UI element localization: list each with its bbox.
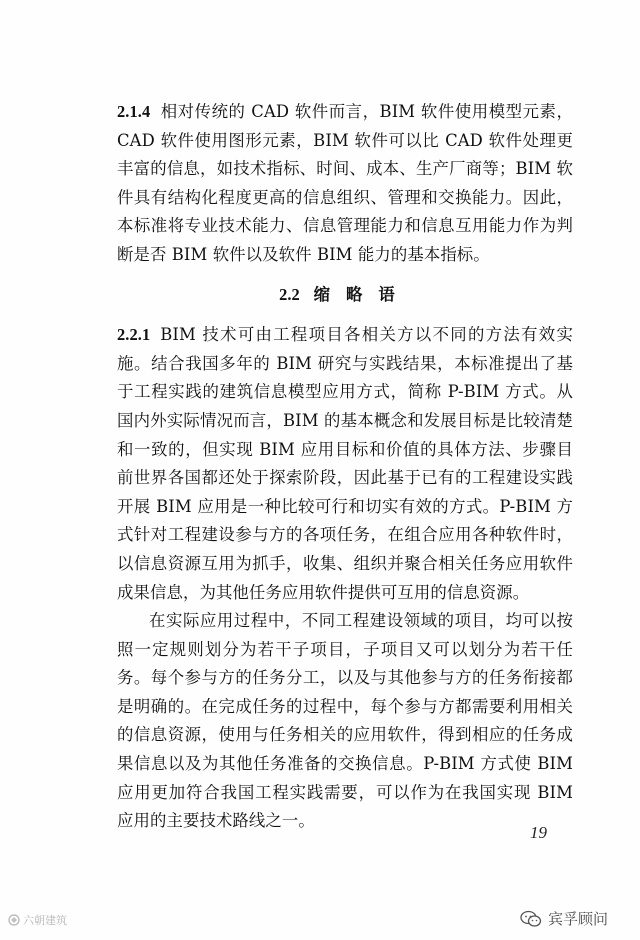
- section-number: 2.2: [279, 284, 300, 304]
- page-body: [117, 98, 573, 836]
- clause-number: 2.2.1: [117, 325, 151, 345]
- section-title: 缩略语: [313, 284, 411, 304]
- body-paragraph: 在实际应用过程中，不同工程建设领域的项目，均可以按照一定规则划分为若干子项目，子项目又可以划分为若干任务。每个参与方的任务分工，以及与其他参与方的任务衔接都是明确的。在完成任务的过程中，每个参与方都需要利用相关的信息资源，使用与任务相关的应用软件，得到相应的任务成果信息以及为其他任务准备的交换信息。P-BIM 方式使 BIM 应用更加符合我国工程实践需要，可以作为在我国实现 BIM 应用的主要技术路线之一。: [117, 611, 573, 831]
- watermark-right: [520, 908, 608, 929]
- page-number: 19: [530, 823, 547, 842]
- watermark-left-text: 六朝建筑: [23, 915, 67, 927]
- watermark-left: [8, 912, 67, 928]
- watermark-logo-icon: [8, 914, 20, 926]
- watermark-right-text: 宾孚顾问: [548, 910, 609, 928]
- wechat-icon: [520, 910, 542, 928]
- clause-text: 相对传统的 CAD 软件而言，BIM 软件使用模型元素，CAD 软件使用图形元素，BIM 软件可以比 CAD 软件处理更丰富的信息，如技术指标、时间、成本、生产厂商等；BIM 软件具有结构化程度更高的信息组织、管理和交换能力。因此，本标准将专业技术能力、信息管理能力和信息互用能力作为判断是否 BIM 软件以及软件 BIM 能力的基本指标。: [117, 102, 573, 264]
- clause-number: 2.1.4: [117, 102, 151, 121]
- clause-2-2-1: [117, 321, 573, 607]
- section-heading: [117, 281, 573, 310]
- clause-text: BIM 技术可由工程项目各相关方以不同的方法有效实施。结合我国多年的 BIM 研究与实践结果，本标准提出了基于工程实践的建筑信息模型应用方式，简称 P-BIM 方式。从国内外实际情况而言，BIM 的基本概念和发展目标是比较清楚和一致的，但实现 BIM 应用目标和价值的具体方法、步骤目前世界各国都还处于探索阶段，因此基于已有的工程建设实践开展 BIM 应用是一种比较可行和切实有效的方式。P-BIM 方式针对工程建设参与方的各项任务，在组合应用各种软件时，以信息资源互用为抓手，收集、组织并聚合相关任务应用软件成果信息，为其他任务应用软件提供可互用的信息资源。: [117, 325, 573, 602]
- clause-2-1-4: [117, 98, 573, 270]
